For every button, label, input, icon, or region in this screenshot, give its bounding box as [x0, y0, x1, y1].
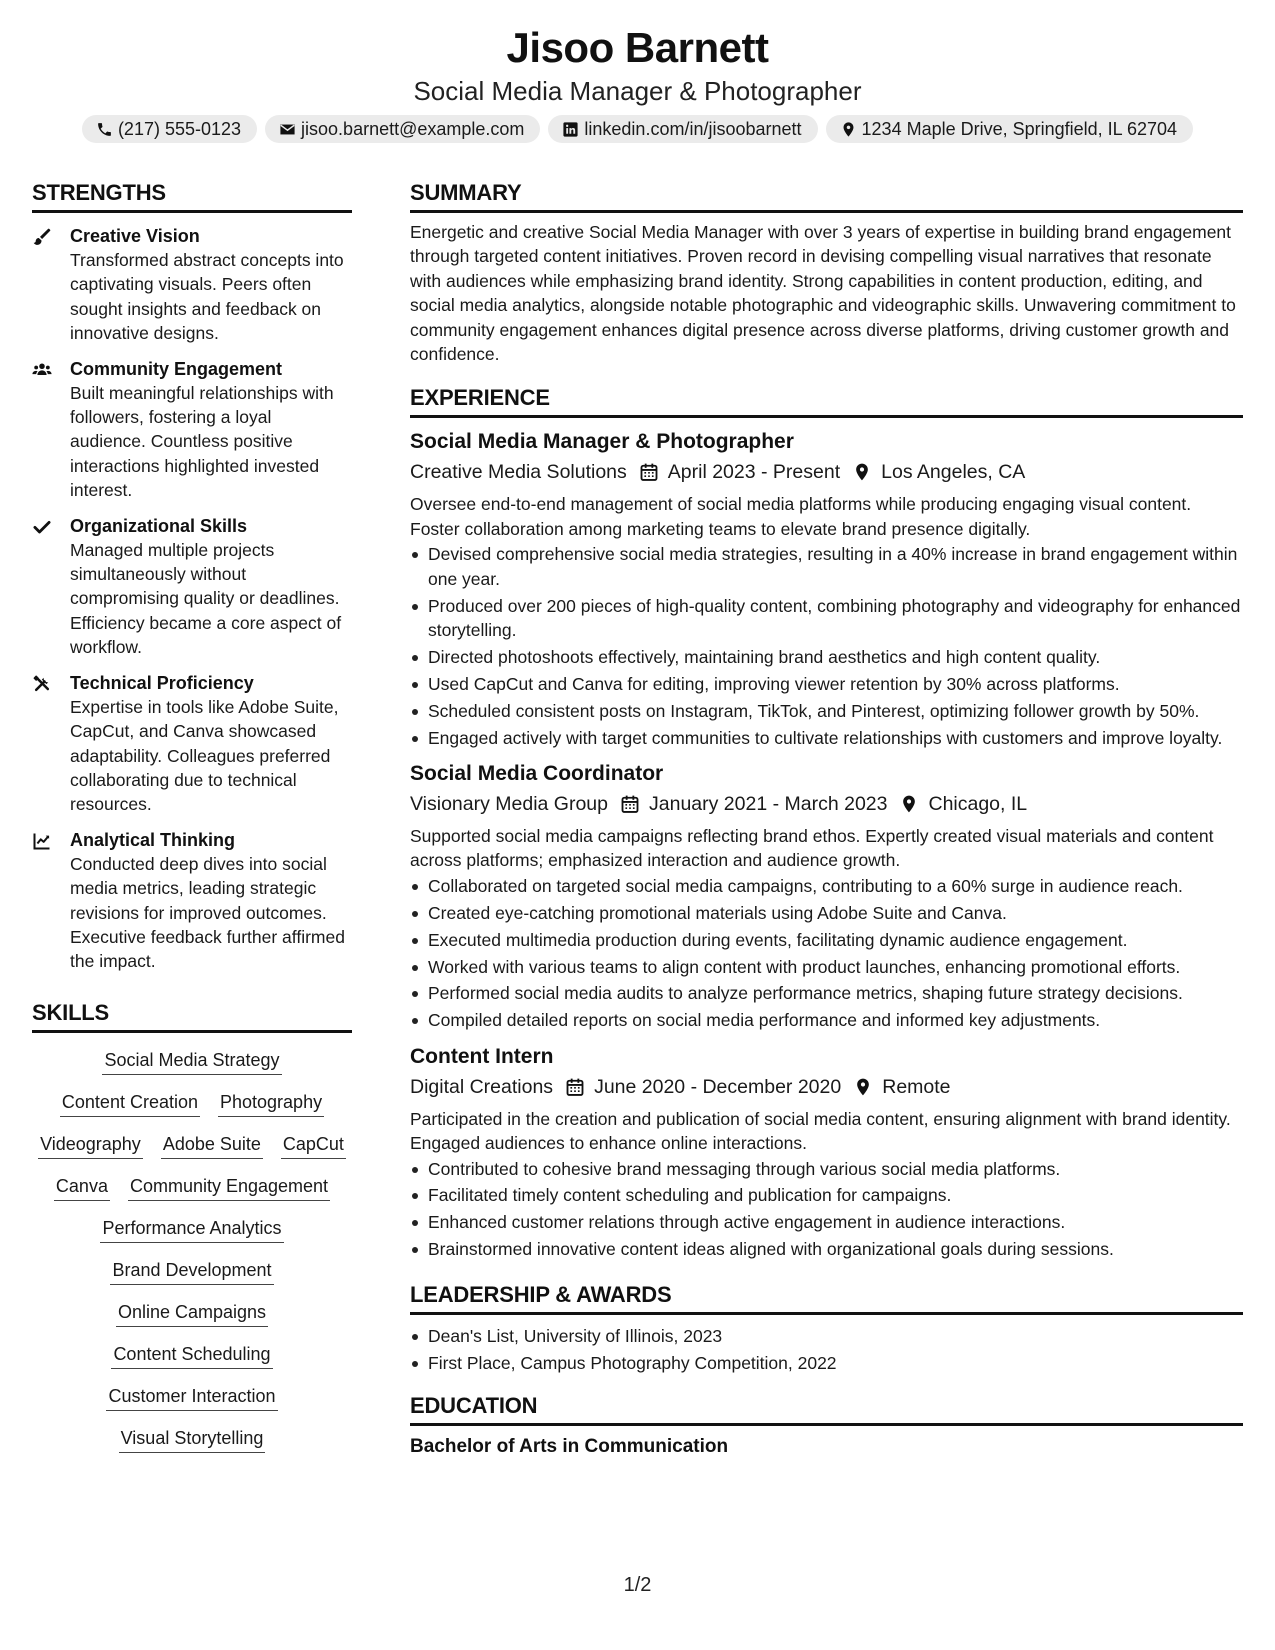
job-bullet: Performed social media audits to analyze performance metrics, shaping future strategy decisions.: [410, 981, 1243, 1005]
strengths-heading: STRENGTHS: [32, 178, 352, 213]
award-item: First Place, Campus Photography Competition, 2022: [410, 1351, 1243, 1375]
calendar-icon: [565, 1077, 585, 1097]
job-dates: June 2020 - December 2020: [594, 1075, 842, 1098]
job-dates: April 2023 - Present: [667, 461, 841, 484]
job-meta: [410, 457, 1243, 487]
contact-address: [826, 115, 1194, 143]
page-number: 1/2: [623, 1574, 652, 1596]
leadership-section: [410, 1280, 1243, 1375]
strength-title: Analytical Thinking: [70, 829, 236, 850]
strength-item: [32, 357, 352, 503]
users-icon: [32, 360, 52, 380]
right-column: [410, 178, 1243, 1460]
job-location: Los Angeles, CA: [881, 461, 1026, 484]
skill-chip: Performance Analytics: [100, 1215, 283, 1243]
job-bullet: Scheduled consistent posts on Instagram, TikTok, and Pinterest, optimizing follower growth by 50%.: [410, 699, 1243, 723]
location-icon: [840, 121, 857, 138]
candidate-role: Social Media Manager & Photographer: [413, 76, 862, 106]
skill-chip: Social Media Strategy: [102, 1047, 281, 1075]
email-icon: [279, 121, 296, 138]
skill-chip: Visual Storytelling: [119, 1425, 266, 1453]
summary-text: Energetic and creative Social Media Manager with over 3 years of expertise in building brand engagement through targeted content initiatives. Proven record in devising compelling visual narratives that resonate with audiences while emphasizing brand identity. Strong capabilities in content production, editing, and social media analytics, alongside notable photographic and videographic skills. Unwavering commitment to community engagement enhances digital presence across diverse platforms, driving customer growth and confidence.: [410, 222, 1236, 365]
job-title: Content Intern: [410, 1044, 554, 1068]
strength-desc: Managed multiple projects simultaneously without compromising quality or deadlines. Efficiency became a core aspect of workflow.: [70, 539, 342, 658]
job-entry: [410, 760, 1243, 1033]
job-bullets: [410, 542, 1243, 750]
job-company: Visionary Media Group: [410, 793, 608, 815]
job-description: Participated in the creation and publication of social media content, ensuring alignment with brand identity. Engaged audiences to enhance online interactions.: [410, 1108, 1231, 1154]
skills-heading: SKILLS: [32, 998, 352, 1033]
strength-item: [32, 828, 352, 974]
strength-desc: Built meaningful relationships with followers, fostering a loyal audience. Countless positive interactions highlighted invested interest.: [70, 382, 334, 501]
job-location: Chicago, IL: [928, 793, 1028, 815]
linkedin-text: linkedin.com/in/jisoobarnett: [584, 118, 802, 139]
linkedin-icon: [562, 121, 579, 138]
job-bullet: Brainstormed innovative content ideas aligned with organizational goals during sessions.: [410, 1237, 1243, 1261]
skill-chip: Photography: [218, 1089, 324, 1117]
left-column: [32, 178, 352, 1467]
job-title: Social Media Manager & Photographer: [410, 430, 794, 454]
job-bullet: Engaged actively with target communities to cultivate relationships with customers and improve loyalty.: [410, 726, 1243, 750]
job-bullet: Worked with various teams to align content with product launches, enhancing promotional efforts.: [410, 955, 1243, 979]
contact-linkedin[interactable]: [548, 115, 817, 143]
job-bullet: Contributed to cohesive brand messaging through various social media platforms.: [410, 1157, 1243, 1181]
strength-title: Community Engagement: [70, 358, 283, 379]
leadership-heading: LEADERSHIP & AWARDS: [410, 1280, 1243, 1315]
job-description: Oversee end-to-end management of social media platforms while producing engaging visual content. Foster collaboration among marketing teams to elevate brand presence digitally.: [410, 494, 1192, 539]
strength-item: [32, 514, 352, 660]
skill-chip: Online Campaigns: [116, 1299, 268, 1327]
location-icon: [899, 794, 919, 814]
contact-phone[interactable]: [82, 115, 257, 143]
tools-icon: [32, 674, 52, 694]
job-bullets: [410, 1157, 1243, 1262]
skill-chip: Content Scheduling: [111, 1341, 272, 1369]
job-location: Remote: [882, 1075, 951, 1098]
job-meta: [410, 1072, 1243, 1102]
strength-item: [32, 671, 352, 817]
skill-chip: Adobe Suite: [161, 1131, 263, 1159]
strength-desc: Conducted deep dives into social media metrics, leading strategic revisions for improved outcomes. Executive feedback further affirmed the impact.: [70, 853, 345, 972]
strength-title: Technical Proficiency: [70, 672, 254, 693]
job-bullet: Produced over 200 pieces of high-quality content, combining photography and videography for enhanced storytelling.: [410, 594, 1243, 643]
paintbrush-icon: [32, 227, 52, 247]
award-list: [410, 1324, 1243, 1375]
experience-section: [410, 383, 1243, 1261]
job-bullets: [410, 874, 1243, 1033]
job-bullet: Directed photoshoots effectively, maintaining brand aesthetics and high content quality.: [410, 645, 1243, 669]
checkmark-icon: [32, 517, 52, 537]
strength-title: Organizational Skills: [70, 515, 248, 536]
email-text: jisoo.barnett@example.com: [301, 118, 525, 139]
strength-desc: Transformed abstract concepts into captivating visuals. Peers often sought insights and feedback on innovative designs.: [70, 250, 344, 344]
calendar-icon: [620, 794, 640, 814]
job-company: Creative Media Solutions: [410, 461, 627, 484]
location-icon: [853, 1077, 873, 1097]
job-description: Supported social media campaigns reflecting brand ethos. Expertly created visual materials and content across platforms; emphasized interaction and audience growth.: [410, 826, 1214, 871]
job-company: Digital Creations: [410, 1075, 554, 1098]
skill-chip: Content Creation: [60, 1089, 200, 1117]
skills-section: [32, 998, 352, 1453]
job-bullet: Executed multimedia production during events, facilitating dynamic audience engagement.: [410, 928, 1243, 952]
chart-line-icon: [32, 831, 52, 851]
resume-header: [0, 22, 1275, 143]
job-bullet: Collaborated on targeted social media campaigns, contributing to a 60% surge in audience reach.: [410, 874, 1243, 898]
skill-chip: Brand Development: [110, 1257, 273, 1285]
contact-bar: [0, 115, 1275, 143]
summary-heading: SUMMARY: [410, 178, 1243, 213]
job-entry: [410, 428, 1243, 750]
education-section: [410, 1391, 1243, 1460]
experience-heading: EXPERIENCE: [410, 383, 1243, 418]
job-dates: January 2021 - March 2023: [649, 793, 888, 815]
contact-email[interactable]: [265, 115, 540, 143]
location-icon: [852, 462, 872, 482]
job-bullet: Enhanced customer relations through active engagement in audience interactions.: [410, 1210, 1243, 1234]
education-degree: Bachelor of Arts in Communication: [410, 1436, 729, 1457]
strength-title: Creative Vision: [70, 226, 200, 246]
job-bullet: Compiled detailed reports on social media performance and informed key adjustments.: [410, 1008, 1243, 1032]
address-text: 1234 Maple Drive, Springfield, IL 62704: [861, 118, 1178, 139]
skill-chip: Customer Interaction: [106, 1383, 277, 1411]
skill-chip: Videography: [38, 1131, 143, 1159]
skill-chip: Community Engagement: [128, 1173, 330, 1201]
job-bullet: Facilitated timely content scheduling and publication for campaigns.: [410, 1183, 1243, 1207]
job-bullet: Created eye-catching promotional materials using Adobe Suite and Canva.: [410, 901, 1243, 925]
skill-chip: Canva: [54, 1173, 110, 1201]
phone-icon: [96, 121, 113, 138]
award-item: Dean's List, University of Illinois, 2023: [410, 1324, 1243, 1348]
job-bullet: Devised comprehensive social media strategies, resulting in a 40% increase in brand engagement within one year.: [410, 542, 1243, 591]
job-meta: [410, 789, 1243, 819]
phone-text: (217) 555-0123: [117, 118, 242, 139]
job-title: Social Media Coordinator: [410, 762, 664, 785]
education-heading: EDUCATION: [410, 1391, 1243, 1426]
job-entry: [410, 1043, 1243, 1262]
strength-desc: Expertise in tools like Adobe Suite, CapCut, and Canva showcased adaptability. Colleagues preferred collaborating due to technical resources.: [70, 696, 339, 815]
calendar-icon: [639, 462, 659, 482]
strength-item: [32, 224, 352, 346]
job-bullet: Used CapCut and Canva for editing, improving viewer retention by 30% across platforms.: [410, 672, 1243, 696]
candidate-name: Jisoo Barnett: [506, 24, 769, 71]
skill-chip: CapCut: [281, 1131, 346, 1159]
